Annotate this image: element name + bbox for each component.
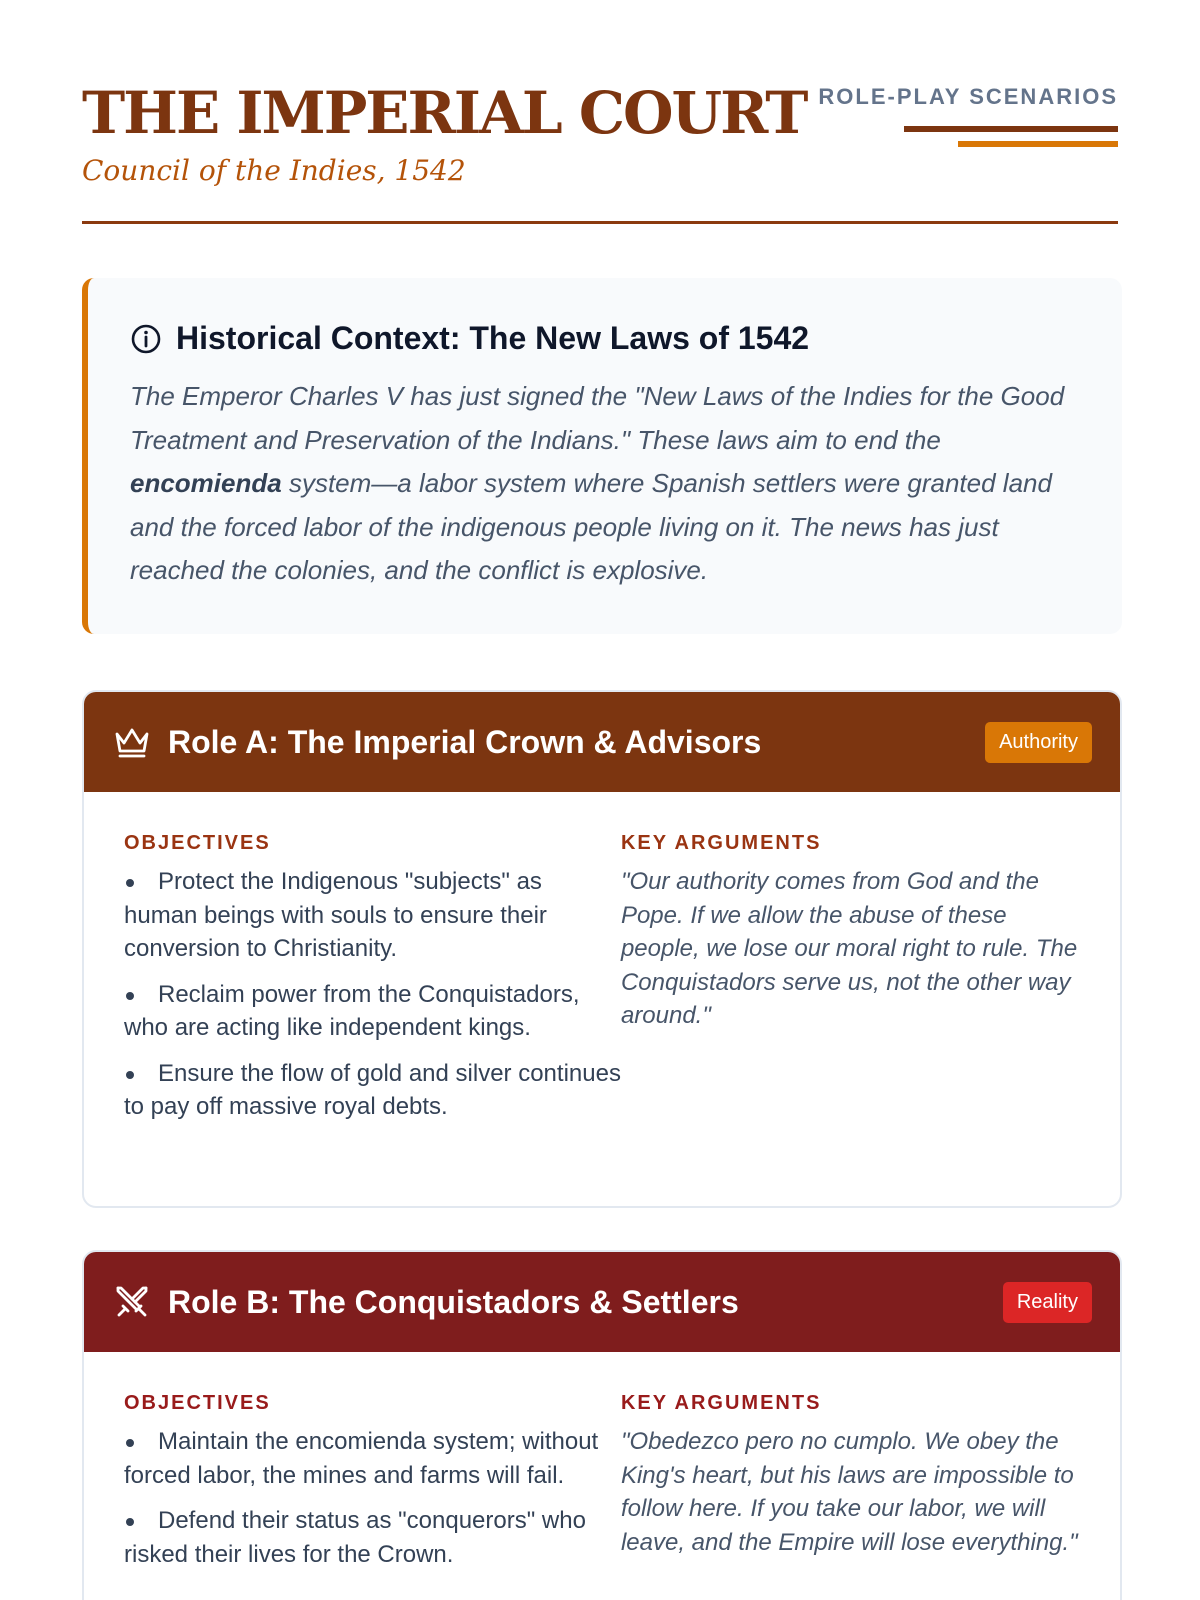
- objective-text: Ensure the flow of gold and silver continues to pay off massive royal debts.: [124, 1059, 621, 1120]
- objective-text: Maintain the encomienda system; without forced labor, the mines and farms will fail.: [124, 1428, 599, 1489]
- page-header: [82, 0, 1118, 224]
- role-card-a: [82, 690, 1122, 1208]
- argument-quote: "Obedezco pero no cumplo. We obey the King's heart, but his laws are impossible to follow here. If you take our labor, we will leave, and the Empire will lose everything.": [620, 1428, 1078, 1556]
- arguments-column: [621, 832, 1080, 1136]
- role-card-body: [84, 1352, 1120, 1583]
- list-item: [124, 978, 621, 1045]
- context-text-2: system—a labor system where Spanish settlers were granted land and the forced labor of the indigenous people living on it. The news has just reached the colonies, and the conflict is explosive.: [130, 468, 1052, 585]
- decorative-rule-accent: [958, 141, 1118, 147]
- crown-icon: [112, 722, 152, 762]
- arguments-column: [621, 1392, 1080, 1583]
- bullet-icon: [126, 992, 134, 1000]
- bullet-icon: [126, 1439, 134, 1447]
- list-item: [124, 865, 621, 966]
- role-badge: Authority: [985, 722, 1092, 763]
- objectives-label: OBJECTIVES: [124, 832, 271, 854]
- list-item: [124, 1057, 621, 1124]
- bullet-icon: [126, 879, 134, 887]
- objectives-list: [124, 1425, 621, 1571]
- bullet-icon: [126, 1071, 134, 1079]
- role-card-body: [84, 792, 1120, 1136]
- role-card-header: [84, 692, 1120, 792]
- decorative-rule: [904, 126, 1118, 132]
- bullet-icon: [126, 1518, 134, 1526]
- crossed-swords-icon: [112, 1282, 152, 1322]
- page-subtitle: Council of the Indies, 1542: [82, 154, 466, 187]
- arguments-label: KEY ARGUMENTS: [620, 832, 822, 854]
- arguments-label: KEY ARGUMENTS: [620, 1392, 822, 1414]
- objectives-label: OBJECTIVES: [124, 1392, 271, 1414]
- role-card-b: [82, 1250, 1122, 1600]
- page-title: THE IMPERIAL COURT: [82, 79, 807, 147]
- historical-context-box: [82, 278, 1122, 634]
- objective-text: Defend their status as "conquerors" who risked their lives for the Crown.: [124, 1507, 586, 1568]
- role-badge: Reality: [1003, 1282, 1092, 1323]
- context-term-encomienda: encomienda: [130, 468, 282, 498]
- context-title: Historical Context: The New Laws of 1542: [176, 320, 810, 356]
- role-title: Role A: The Imperial Crown & Advisors: [168, 723, 762, 760]
- role-title: Role B: The Conquistadors & Settlers: [168, 1283, 739, 1320]
- list-item: [124, 1425, 621, 1492]
- objectives-list: [124, 865, 621, 1124]
- info-icon: [130, 323, 162, 355]
- objectives-column: [124, 832, 621, 1136]
- objective-text: Reclaim power from the Conquistadors, who are acting like independent kings.: [124, 980, 580, 1041]
- context-heading: [130, 320, 1082, 357]
- context-body: [130, 375, 1082, 593]
- list-item: [124, 1504, 621, 1571]
- argument-quote: "Our authority comes from God and the Pope. If we allow the abuse of these people, we lose our moral right to rule. The Conquistadors serve us, not the other way around.": [620, 868, 1078, 1029]
- role-card-header: [84, 1252, 1120, 1352]
- context-text-1: The Emperor Charles V has just signed the "New Laws of the Indies for the Good Treatment and Preservation of the Indians." These laws aim to end the: [130, 381, 1065, 455]
- objective-text: Protect the Indigenous "subjects" as human beings with souls to ensure their conversion to Christianity.: [124, 868, 547, 962]
- section-kicker: ROLE-PLAY SCENARIOS: [818, 84, 1118, 109]
- objectives-column: [124, 1392, 621, 1583]
